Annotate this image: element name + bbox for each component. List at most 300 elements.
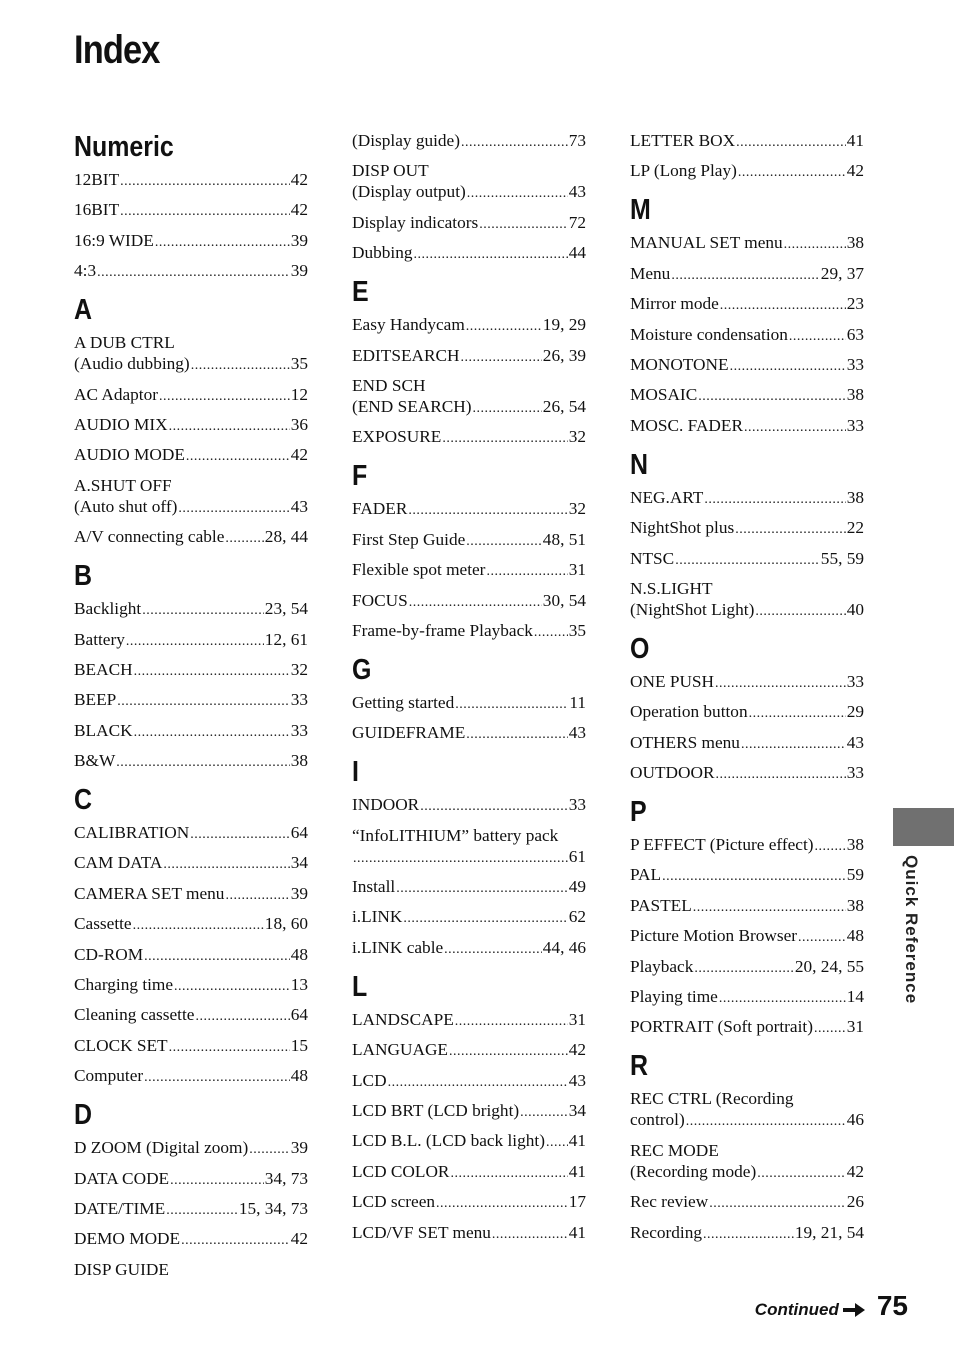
dot-leader [755, 601, 845, 622]
index-entry [352, 130, 586, 153]
index-entry [74, 944, 308, 967]
page-reference: 49 [568, 877, 586, 897]
dot-leader [693, 897, 846, 918]
index-term-line: DISP OUT [352, 161, 429, 181]
page-reference: 40 [846, 599, 864, 619]
page-reference: 43 [568, 723, 586, 743]
index-entry [630, 232, 864, 255]
index-entry [74, 260, 308, 283]
index-entry [630, 1191, 864, 1214]
section-heading: P [630, 796, 647, 829]
dot-leader [133, 915, 264, 936]
index-entry-line [630, 487, 864, 510]
dot-leader [169, 416, 290, 437]
page-reference: 34 [290, 853, 308, 873]
dot-leader [144, 946, 290, 967]
index-entry-line [74, 974, 308, 997]
page-reference: 38 [846, 895, 864, 915]
page-reference: 35 [568, 620, 586, 640]
index-entry-line [74, 1198, 308, 1221]
index-term: P EFFECT (Picture effect) [630, 835, 814, 855]
page-reference: 43 [568, 182, 586, 202]
index-entry [352, 620, 586, 643]
index-column-2 [352, 130, 586, 1252]
index-entry-line [74, 689, 308, 712]
index-entry [74, 169, 308, 192]
index-entry-line [352, 1100, 586, 1123]
page-reference: 38 [846, 385, 864, 405]
index-entry-line [74, 414, 308, 437]
index-entry-line [74, 852, 308, 875]
page-reference: 48, 51 [542, 529, 586, 549]
index-entry [630, 578, 864, 622]
page-reference: 73 [568, 131, 586, 150]
page-reference: 31 [568, 560, 586, 580]
index-entry-line [630, 1016, 864, 1039]
dot-leader [466, 316, 542, 337]
index-entry [352, 314, 586, 337]
index-entry [352, 426, 586, 449]
index-term: 4:3 [74, 261, 97, 281]
dot-leader [720, 295, 846, 316]
index-term-line: REC MODE [630, 1140, 719, 1160]
dot-leader [396, 878, 568, 899]
index-entry [630, 762, 864, 785]
dot-leader [178, 498, 289, 519]
index-entry [352, 1100, 586, 1123]
index-entry-line [630, 701, 864, 724]
index-entry-line [352, 559, 586, 582]
index-entry-line [630, 1222, 864, 1245]
section-heading: Numeric [74, 131, 174, 163]
dot-leader [715, 764, 845, 785]
index-entry [630, 1088, 864, 1132]
dot-leader [466, 531, 542, 552]
dot-leader [686, 1111, 846, 1132]
section-tab-marker [893, 808, 954, 846]
index-entry [74, 1004, 308, 1027]
index-entry [352, 590, 586, 613]
index-entry [630, 130, 864, 153]
page-reference: 33 [846, 415, 864, 435]
section-heading: C [74, 784, 93, 817]
index-entry [630, 324, 864, 347]
section-side-label: Quick Reference [902, 855, 921, 1005]
index-entry [352, 529, 586, 552]
index-entry [352, 1191, 586, 1214]
page-reference: 11 [569, 692, 586, 712]
dot-leader [814, 1018, 846, 1039]
index-term: Install [352, 877, 396, 897]
dot-leader [420, 796, 568, 817]
index-entry-line [352, 794, 586, 817]
index-term: Flexible spot meter [352, 560, 486, 580]
dot-leader [704, 489, 845, 510]
index-term: OTHERS menu [630, 732, 740, 752]
index-entry-line [630, 599, 864, 622]
page-reference: 32 [568, 499, 586, 519]
page-reference: 20, 24, 55 [794, 956, 864, 976]
page-reference: 33 [568, 795, 586, 815]
index-entry [630, 956, 864, 979]
index-entry [74, 720, 308, 743]
index-entry-line [630, 986, 864, 1009]
index-entry-line [630, 1109, 864, 1132]
page-number: 75 [876, 1290, 908, 1321]
index-entry-line [352, 314, 586, 337]
index-term: 16:9 WIDE [74, 230, 154, 250]
index-entry-line [352, 876, 586, 899]
index-entry-line [74, 750, 308, 773]
index-term: LANDSCAPE [352, 1009, 454, 1029]
dot-leader [186, 446, 290, 467]
dot-leader [97, 262, 290, 283]
page-reference: 39 [290, 230, 308, 250]
index-entry [352, 876, 586, 899]
page-reference: 43 [290, 496, 308, 516]
index-entry [630, 701, 864, 724]
index-entry [352, 722, 586, 745]
index-entry-line [74, 169, 308, 192]
index-term: (END SEARCH) [352, 396, 472, 416]
index-entry-line [74, 1168, 308, 1191]
index-entry-line [74, 496, 308, 519]
dot-leader [784, 234, 846, 255]
index-entry [630, 1016, 864, 1039]
dot-leader [142, 600, 264, 621]
page-title: Index [74, 28, 160, 72]
page-reference: 43 [568, 1070, 586, 1090]
dot-leader [675, 550, 820, 571]
dot-leader [479, 214, 567, 235]
dot-leader [789, 326, 846, 347]
index-term: ONE PUSH [630, 671, 715, 691]
index-entry [74, 750, 308, 773]
index-entry [74, 659, 308, 682]
index-term-line: N.S.LIGHT [630, 578, 713, 598]
index-entry [74, 852, 308, 875]
index-entry [74, 444, 308, 467]
index-entry [352, 794, 586, 817]
index-term: LCD/VF SET menu [352, 1222, 491, 1242]
index-entry [352, 1161, 586, 1184]
index-entry-line [630, 925, 864, 948]
page-reference: 39 [290, 1138, 308, 1158]
page-reference: 33 [290, 720, 308, 740]
index-entry [74, 822, 308, 845]
dot-leader [353, 848, 568, 869]
index-term: CD-ROM [74, 944, 144, 964]
index-entry [74, 475, 308, 519]
dot-leader [694, 958, 794, 979]
index-entry-line [74, 598, 308, 621]
index-term: Operation button [630, 702, 748, 722]
index-term: LP (Long Play) [630, 161, 737, 181]
dot-leader [546, 1132, 568, 1153]
page-reference: 42 [290, 170, 308, 189]
dot-leader [466, 724, 567, 745]
index-term: Charging time [74, 975, 174, 995]
dot-leader [715, 673, 846, 694]
index-term: (Recording mode) [630, 1161, 757, 1181]
index-term-line: REC CTRL (Recording [630, 1089, 794, 1109]
index-term: LCD screen [352, 1192, 436, 1212]
dot-leader [662, 866, 846, 887]
dot-leader [155, 232, 290, 253]
index-entry-line [352, 1161, 586, 1184]
index-term: Getting started [352, 692, 455, 712]
index-entry [352, 825, 586, 869]
dot-leader [744, 417, 846, 438]
index-entry [630, 517, 864, 540]
index-entry [630, 732, 864, 755]
index-term: LETTER BOX [630, 131, 736, 150]
index-entry [630, 671, 864, 694]
page-reference: 59 [846, 865, 864, 885]
index-term: GUIDEFRAME [352, 723, 466, 743]
dot-leader [120, 201, 290, 222]
dot-leader [195, 1006, 289, 1027]
index-entry [630, 293, 864, 316]
index-entry [630, 895, 864, 918]
index-term: (Display guide) [352, 131, 460, 150]
index-entry-line [630, 548, 864, 571]
page-reference: 38 [846, 487, 864, 507]
page-reference: 42 [846, 1161, 864, 1181]
index-term: Computer [74, 1066, 144, 1086]
page-reference: 42 [290, 200, 308, 220]
index-entry-line [352, 692, 586, 715]
index-term: CAM DATA [74, 853, 163, 873]
index-term: Moisture condensation [630, 324, 788, 344]
index-term: 12BIT [74, 170, 120, 189]
dot-leader [436, 1193, 568, 1214]
index-term: LCD BRT (LCD bright) [352, 1101, 520, 1121]
index-term: EDITSEARCH [352, 345, 460, 365]
index-term: D ZOOM (Digital zoom) [74, 1138, 249, 1158]
index-term: LANGUAGE [352, 1040, 448, 1060]
dot-leader [473, 398, 542, 419]
index-entry-line [352, 846, 586, 869]
dot-leader [117, 691, 289, 712]
dot-leader [249, 1139, 289, 1160]
section-heading: M [630, 194, 651, 227]
index-entry [352, 1009, 586, 1032]
index-term: Mirror mode [630, 294, 719, 314]
index-term: CALIBRATION [74, 823, 190, 843]
index-entry-line [74, 913, 308, 936]
index-term: (Auto shut off) [74, 496, 178, 516]
index-entry [352, 1222, 586, 1245]
dot-leader [413, 244, 567, 265]
page-reference: 41 [568, 1222, 586, 1242]
section-heading: E [352, 276, 369, 309]
index-entry-line [352, 590, 586, 613]
dot-leader [736, 132, 846, 153]
index-entry [74, 883, 308, 906]
page-reference: 35 [290, 354, 308, 374]
index-term: FADER [352, 499, 408, 519]
page-reference: 38 [290, 751, 308, 771]
continued-label: Continued [754, 1300, 839, 1319]
index-entry [352, 242, 586, 265]
index-entry-line [630, 517, 864, 540]
index-entry-line [74, 230, 308, 253]
index-entry [74, 598, 308, 621]
index-term: Cassette [74, 914, 132, 934]
page-reference: 42 [568, 1040, 586, 1060]
index-entry-line [352, 1039, 586, 1062]
dot-leader [455, 694, 568, 715]
index-entry-line [352, 1222, 586, 1245]
index-term: Menu [630, 263, 671, 283]
index-entry [352, 212, 586, 235]
index-term: CLOCK SET [74, 1035, 168, 1055]
dot-leader [719, 988, 846, 1009]
index-term: First Step Guide [352, 529, 466, 549]
index-term: DATE/TIME [74, 1198, 166, 1218]
page-reference: 39 [290, 261, 308, 281]
dot-leader [388, 1072, 568, 1093]
index-entry-line [352, 722, 586, 745]
index-entry-line [630, 324, 864, 347]
dot-leader [126, 631, 264, 652]
page-reference: 46 [846, 1110, 864, 1130]
page-reference: 28, 44 [264, 527, 308, 547]
section-heading: N [630, 448, 649, 481]
index-entry-line [74, 384, 308, 407]
index-entry-line [630, 232, 864, 255]
page-reference: 23, 54 [264, 599, 308, 619]
index-entry-line [352, 620, 586, 643]
dot-leader [461, 132, 568, 153]
index-term: NightShot plus [630, 518, 735, 538]
page-reference: 18, 60 [264, 914, 308, 934]
index-entry-line [352, 1070, 586, 1093]
dot-leader [671, 265, 819, 286]
page-reference: 48 [846, 926, 864, 946]
index-entry-line [74, 659, 308, 682]
index-entry-line [352, 212, 586, 235]
index-entry-line [74, 944, 308, 967]
index-term: OUTDOOR [630, 763, 715, 783]
index-term: Playback [630, 956, 694, 976]
index-entry [630, 548, 864, 571]
dot-leader [757, 1163, 846, 1184]
dot-leader [116, 752, 289, 773]
dot-leader [492, 1224, 568, 1245]
page-reference: 13 [290, 975, 308, 995]
index-entry-line [74, 260, 308, 283]
dot-leader [703, 1224, 794, 1245]
page-reference: 26, 54 [542, 396, 586, 416]
index-term: Frame-by-frame Playback [352, 620, 533, 640]
dot-leader [225, 885, 289, 906]
index-entry-line [352, 1191, 586, 1214]
index-column-1 [74, 130, 308, 1287]
index-entry [352, 1130, 586, 1153]
dot-leader [534, 622, 568, 643]
index-term: A/V connecting cable [74, 527, 225, 547]
page-reference: 48 [290, 1066, 308, 1086]
page-reference: 31 [568, 1009, 586, 1029]
index-entry-line [74, 353, 308, 376]
index-entry-line [352, 130, 586, 153]
section-heading: I [352, 756, 359, 789]
index-entry [352, 1070, 586, 1093]
page-reference: 36 [290, 414, 308, 434]
arrow-right-icon [843, 1303, 865, 1317]
dot-leader [191, 355, 290, 376]
index-entry [630, 160, 864, 183]
index-entry [630, 415, 864, 438]
page-reference: 43 [846, 732, 864, 752]
page-reference: 41 [568, 1161, 586, 1181]
index-term: MANUAL SET menu [630, 233, 783, 253]
index-entry [74, 913, 308, 936]
index-term: Dubbing [352, 243, 413, 263]
index-entry-line [74, 199, 308, 222]
page-reference: 33 [846, 763, 864, 783]
dot-leader [520, 1102, 568, 1123]
dot-leader [442, 428, 567, 449]
page-reference: 41 [568, 1131, 586, 1151]
index-entry-line [74, 1065, 308, 1088]
index-entry-line [352, 1130, 586, 1153]
index-entry-line [630, 293, 864, 316]
index-term: Backlight [74, 599, 142, 619]
index-entry [74, 629, 308, 652]
dot-leader [409, 592, 542, 613]
index-term: control) [630, 1110, 685, 1130]
dot-leader [144, 1067, 290, 1088]
index-entry-line [352, 1009, 586, 1032]
index-term: LCD COLOR [352, 1161, 450, 1181]
index-term: MOSC. FADER [630, 415, 743, 435]
section-heading: B [74, 560, 93, 593]
dot-leader [741, 734, 846, 755]
index-entry-line [74, 629, 308, 652]
index-entry [630, 384, 864, 407]
index-term: Easy Handycam [352, 315, 465, 335]
index-entry [74, 230, 308, 253]
dot-leader [455, 1011, 568, 1032]
index-entry-line [352, 181, 586, 204]
index-entry [74, 1065, 308, 1088]
index-entry-line [630, 732, 864, 755]
index-entry-line [630, 354, 864, 377]
page-reference: 22 [846, 518, 864, 538]
index-entry-line [74, 444, 308, 467]
page-reference: 30, 54 [542, 590, 586, 610]
index-entry [630, 354, 864, 377]
page-reference: 72 [568, 212, 586, 232]
page-reference: 39 [290, 883, 308, 903]
index-entry [74, 1035, 308, 1058]
page-reference: 33 [846, 354, 864, 374]
section-heading: L [352, 970, 368, 1003]
page-reference: 64 [290, 1005, 308, 1025]
index-entry [352, 345, 586, 368]
index-entry-line [630, 834, 864, 857]
index-entry-line [74, 822, 308, 845]
continued-note [755, 1300, 865, 1320]
index-term: MOSAIC [630, 385, 698, 405]
index-entry-line [352, 498, 586, 521]
dot-leader [181, 1230, 290, 1251]
index-entry-line [630, 671, 864, 694]
index-entry [352, 692, 586, 715]
